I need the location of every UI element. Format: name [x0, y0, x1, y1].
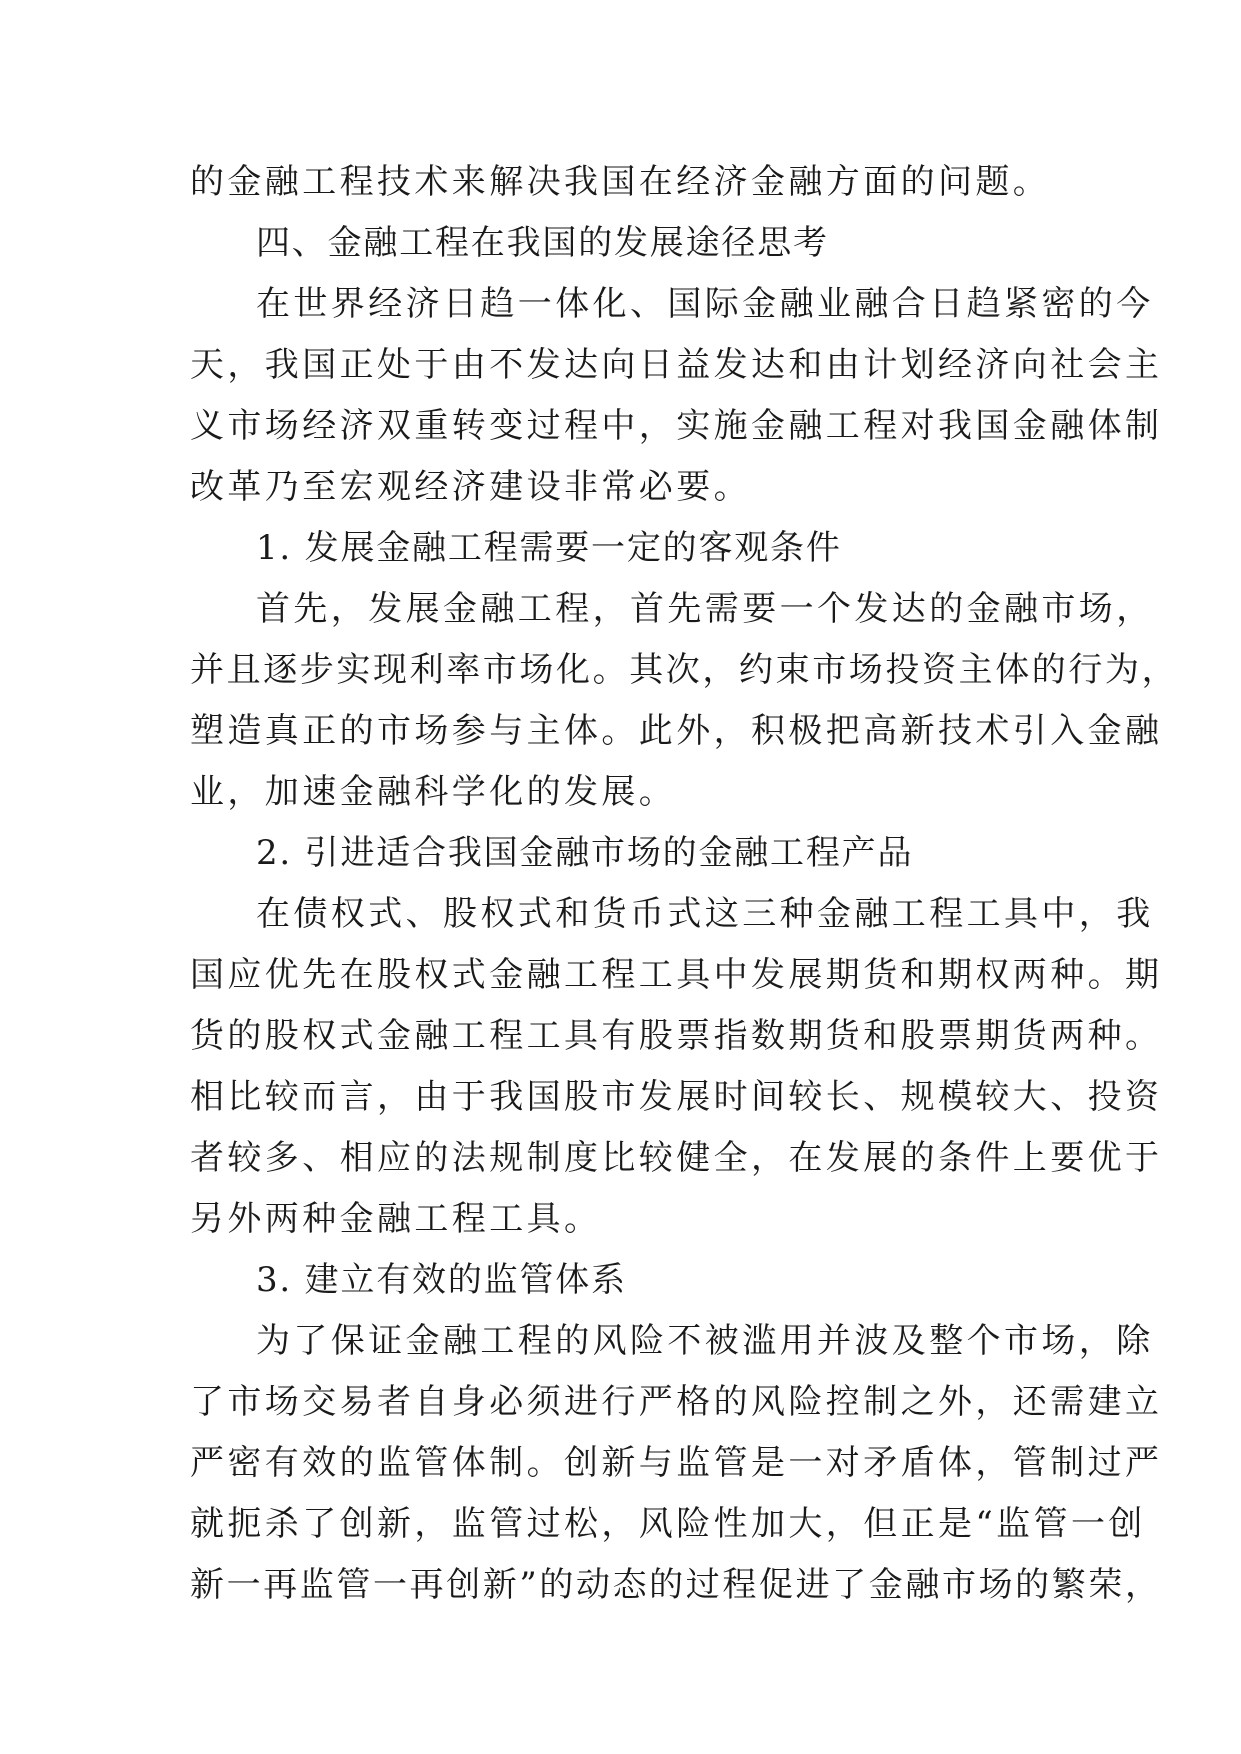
paragraph-line: 货的股权式金融工程工具有股票指数期货和股票期货两种。 [190, 1016, 1163, 1056]
paragraph-line: 天，我国正处于由不发达向日益发达和由计划经济向社会主 [190, 345, 1163, 385]
subsection-heading: 1. 发展金融工程需要一定的客观条件 [256, 528, 842, 568]
subsection-heading: 3. 建立有效的监管体系 [256, 1260, 627, 1300]
paragraph-line: 新一再监管一再创新”的动态的过程促进了金融市场的繁荣， [190, 1565, 1162, 1605]
paragraph-line: 业，加速金融科学化的发展。 [190, 772, 677, 812]
paragraph-line: 为了保证金融工程的风险不被滥用并波及整个市场，除 [256, 1321, 1154, 1361]
paragraph-line: 首先，发展金融工程，首先需要一个发达的金融市场， [256, 589, 1154, 629]
paragraph-line: 在债权式、股权式和货币式这三种金融工程工具中，我 [256, 894, 1154, 934]
paragraph-line: 就扼杀了创新，监管过松，风险性加大，但正是“监管一创 [190, 1504, 1146, 1544]
paragraph-line: 的金融工程技术来解决我国在经济金融方面的问题。 [190, 162, 1051, 202]
section-heading: 四、金融工程在我国的发展途径思考 [256, 223, 829, 263]
paragraph-line: 在世界经济日趋一体化、国际金融业融合日趋紧密的今 [256, 284, 1154, 324]
paragraph-line: 并且逐步实现利率市场化。其次，约束市场投资主体的行为， [190, 650, 1179, 690]
paragraph-line: 者较多、相应的法规制度比较健全，在发展的条件上要优于 [190, 1138, 1163, 1178]
paragraph-line: 严密有效的监管体制。创新与监管是一对矛盾体，管制过严 [190, 1443, 1163, 1483]
paragraph-line: 义市场经济双重转变过程中，实施金融工程对我国金融体制 [190, 406, 1163, 446]
paragraph-line: 另外两种金融工程工具。 [190, 1199, 602, 1239]
paragraph-line: 塑造真正的市场参与主体。此外，积极把高新技术引入金融 [190, 711, 1163, 751]
paragraph-line: 改革乃至宏观经济建设非常必要。 [190, 467, 751, 507]
paragraph-line: 国应优先在股权式金融工程工具中发展期货和期权两种。期 [190, 955, 1163, 995]
subsection-heading: 2. 引进适合我国金融市场的金融工程产品 [256, 833, 914, 873]
paragraph-line: 了市场交易者自身必须进行严格的风险控制之外，还需建立 [190, 1382, 1163, 1422]
paragraph-line: 相比较而言，由于我国股市发展时间较长、规模较大、投资 [190, 1077, 1163, 1117]
